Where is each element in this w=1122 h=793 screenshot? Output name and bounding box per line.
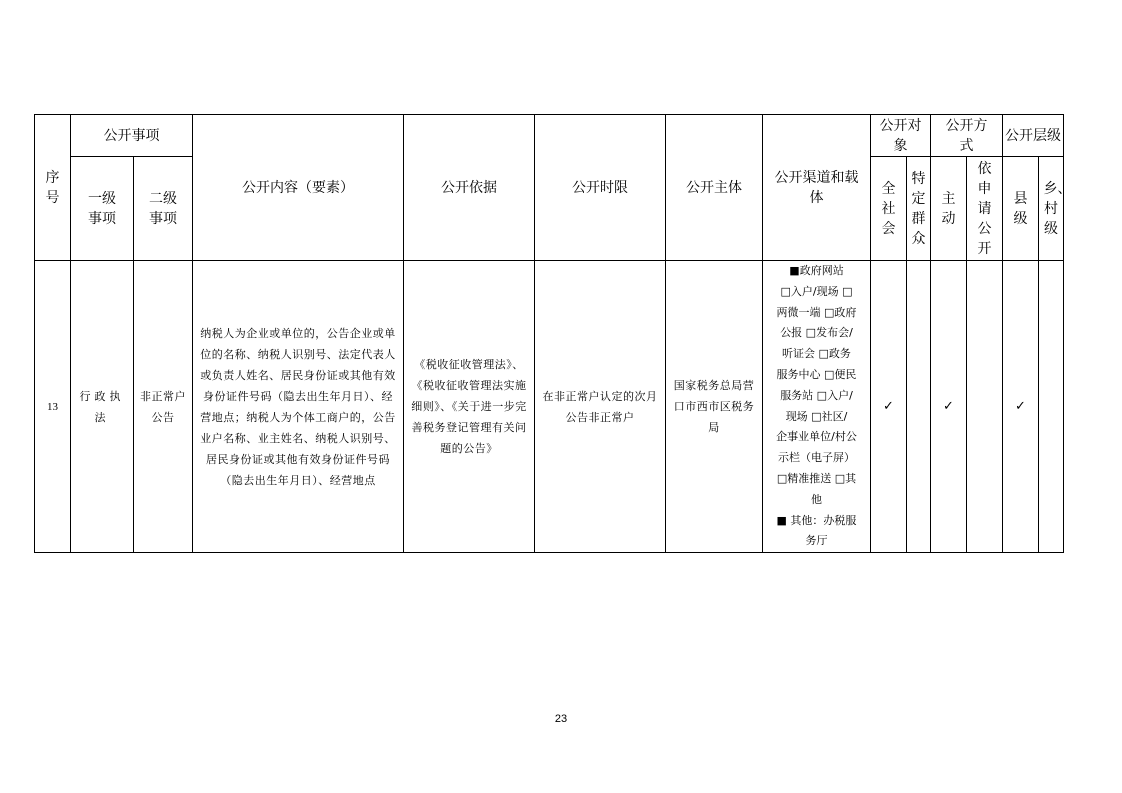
channel-line: 两微一端 □政府 xyxy=(776,305,857,319)
channel-line: 务厅 xyxy=(805,534,828,548)
check-method-active: ✓ xyxy=(931,261,967,553)
channel-line: 服务站 □入户/ xyxy=(780,388,853,402)
cell-subject: 国家税务总局营口市西市区税务局 xyxy=(666,261,763,553)
check-level-town xyxy=(1039,261,1064,553)
channel-line: ■政府网站 xyxy=(789,264,844,277)
header-level2: 二级事项 xyxy=(134,157,193,261)
channel-line: 他 xyxy=(811,492,822,506)
channel-line: □精准推送 □其 xyxy=(776,471,857,485)
channel-line: 示栏（电子屏） xyxy=(778,451,855,465)
header-items-group: 公开事项 xyxy=(71,115,193,157)
header-method-group: 公开方式 xyxy=(931,115,1003,157)
header-basis: 公开依据 xyxy=(404,115,535,261)
channel-line: 现场 □社区/ xyxy=(785,409,848,423)
header-content: 公开内容（要素） xyxy=(193,115,404,261)
check-method-apply xyxy=(967,261,1003,553)
cell-content: 纳税人为企业或单位的，公告企业或单位的名称、纳税人识别号、法定代表人或负责人姓名、居民身份证或其他有效身份证件号码（隐去出生年月日）、经营地点；纳税人为个体工商户的，公告业户名称、业主姓名、纳税人识别号、居民身份证或其他有效身份证件号码（隐去出生年月日）、经营地点 xyxy=(193,261,404,553)
header-method-active: 主动 xyxy=(931,157,967,261)
header-time-limit: 公开时限 xyxy=(535,115,666,261)
header-level1: 一级事项 xyxy=(71,157,134,261)
header-seq: 序号 xyxy=(35,115,71,261)
channel-line: 听证会 □政务 xyxy=(782,347,851,361)
header-method-apply: 依申请公开 xyxy=(967,157,1003,261)
page-number: 23 xyxy=(554,713,568,725)
channel-line: 企事业单位/村公 xyxy=(776,430,857,444)
table-row xyxy=(35,261,1064,553)
disclosure-table xyxy=(34,114,1072,553)
header-target-group: 公开对象 xyxy=(871,115,931,157)
check-level-county: ✓ xyxy=(1003,261,1039,553)
header-subject: 公开主体 xyxy=(666,115,763,261)
header-target-specific: 特定群众 xyxy=(907,157,931,261)
cell-basis: 《税收征收管理法》、《税收征收管理法实施细则》、《关于进一步完善税务登记管理有关问题的公告》 xyxy=(404,261,535,553)
cell-channel xyxy=(763,261,871,553)
cell-time-limit: 在非正常户认定的次月公告非正常户 xyxy=(535,261,666,553)
cell-level1: 行政执法 xyxy=(71,261,134,553)
channel-line: ■ 其他：办税服 xyxy=(776,513,857,527)
header-level-group: 公开层级 xyxy=(1003,115,1064,157)
channel-line: 公报 □发布会/ xyxy=(780,326,853,340)
header-level-town: 乡、村级 xyxy=(1039,157,1064,261)
channel-line: □入户/现场 □ xyxy=(780,284,853,298)
cell-level2: 非正常户公告 xyxy=(134,261,193,553)
header-target-all: 全社会 xyxy=(871,157,907,261)
check-target-all: ✓ xyxy=(871,261,907,553)
cell-seq: 13 xyxy=(35,261,71,553)
channel-line: 服务中心 □便民 xyxy=(776,367,857,381)
check-target-specific xyxy=(907,261,931,553)
header-channel: 公开渠道和载体 xyxy=(763,115,871,261)
header-level-county: 县级 xyxy=(1003,157,1039,261)
